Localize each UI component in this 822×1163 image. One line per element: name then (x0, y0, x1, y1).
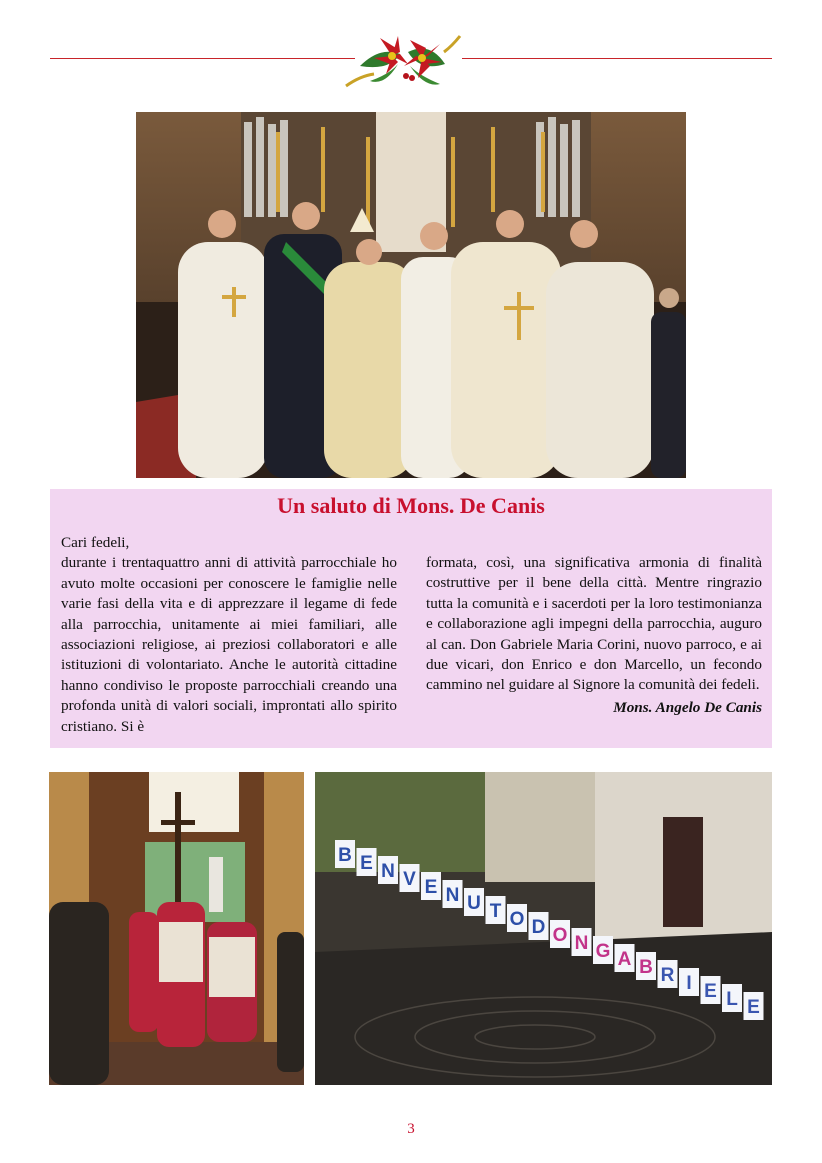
banner-letter: E (360, 853, 373, 874)
article-column-right (426, 553, 762, 718)
article-box (50, 489, 772, 748)
poinsettia-icon (340, 26, 466, 92)
banner-letter: U (467, 893, 481, 914)
article-right-text: formata, così, una significativa armonia di finalità costruttive per il bene della città. Mentre ringrazio tutta la comunità e i sacerdoti per la loro testimonianza e collaborazione agli impegni della parrocchia, auguro al can. Don Gabriele Maria Corini, nuovo parroco, e ai due vicari, don Enrico e don Marcello, un fecondo cammino nel guidare al Signore la comunità dei fedeli. (426, 554, 762, 694)
banner-letter: O (509, 909, 525, 930)
banner-letter: A (617, 949, 632, 970)
banner-letter: E (747, 997, 760, 1018)
banner-letter: N (381, 861, 395, 882)
banner-letter: L (726, 989, 738, 1010)
clergy-group-photo (136, 112, 686, 478)
header-rule-left (50, 58, 355, 59)
banner-letter: E (704, 981, 717, 1002)
banner-letter: D (531, 917, 546, 938)
article-title: Un saluto di Mons. De Canis (277, 493, 545, 518)
article-greeting: Cari fedeli, (61, 534, 130, 551)
banner-letter: B (639, 957, 653, 978)
banner-letter: E (424, 877, 438, 898)
article-left-text: durante i trentaquattro anni di attività parrocchiale ho avuto molte occasioni per conoscere le famiglie nelle varie fasi della vita e di apprezzare il legame di fede alla parrocchia, unitamente ai miei familiari, alle associazioni religiose, ai preziosi collaboratori e alle istituzioni di volontariato. Anche le autorità cittadine hanno condiviso le proposte parrocchiali creando una profonda unità di valori sociali, improntati allo spirito cristiano. Si è (61, 554, 397, 735)
procession-photo (49, 772, 304, 1085)
banner-letter: R (660, 965, 675, 986)
banner-letter: O (552, 925, 568, 946)
banner-letter: V (403, 869, 416, 890)
banner-letter: B (338, 845, 352, 866)
banner-letter: N (445, 885, 460, 906)
header-rule-right (462, 58, 772, 59)
banner-letter: T (489, 901, 502, 922)
banner-letter: G (595, 941, 611, 962)
banner-letter: N (574, 933, 589, 954)
banner-letter: I (686, 973, 692, 994)
article-signature: Mons. Angelo De Canis (613, 698, 762, 716)
welcome-banner-photo (315, 772, 772, 1085)
page-number: 3 (407, 1121, 415, 1137)
article-column-left (61, 533, 397, 737)
